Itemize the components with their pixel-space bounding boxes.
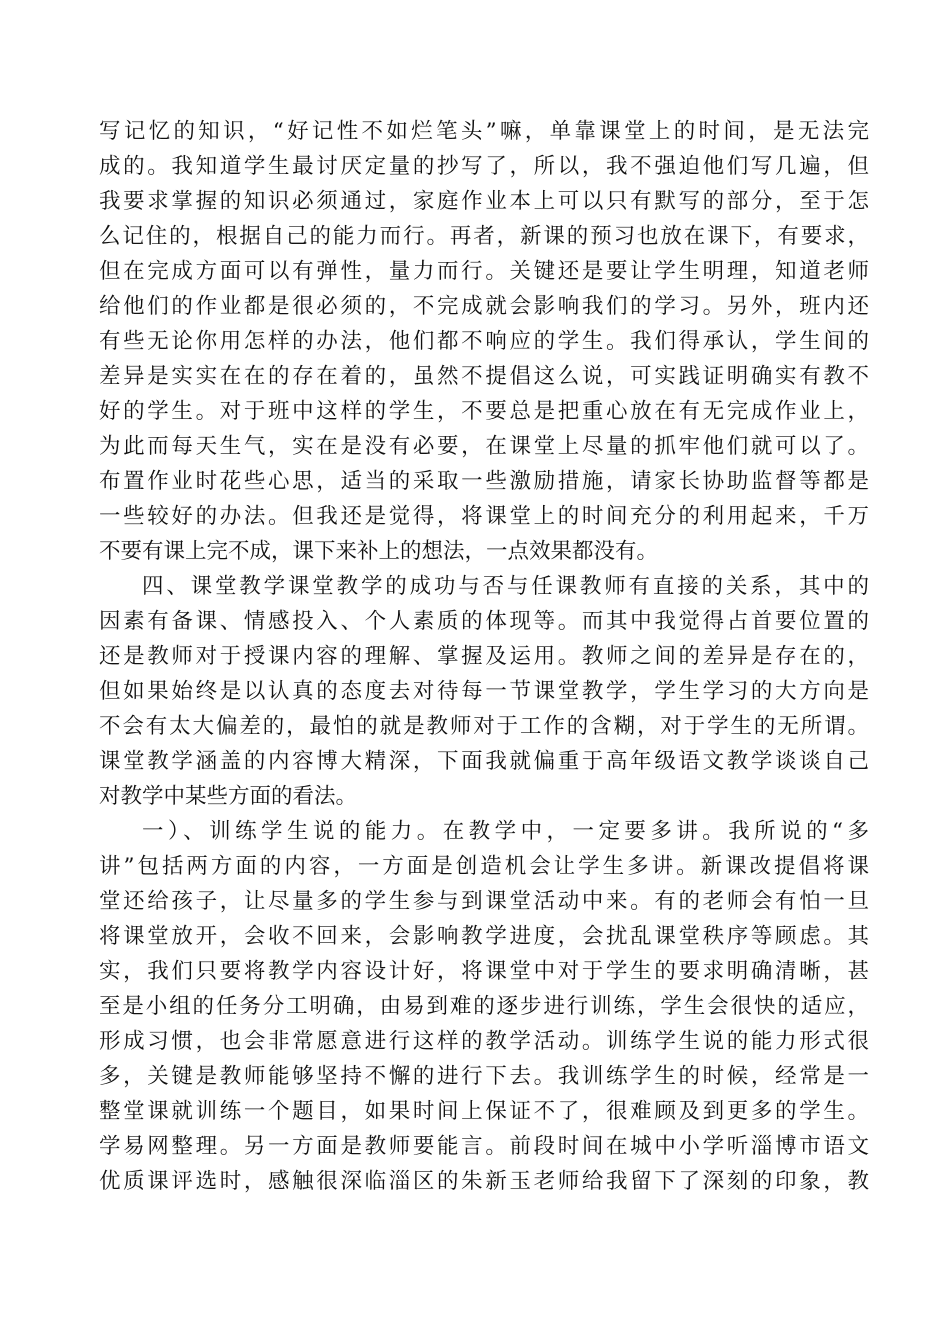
text-line: 我要求掌握的知识必须通过，家庭作业本上可以只有默写的部分，至于怎 — [99, 189, 869, 214]
text-line: 一些较好的办法。但我还是觉得，将课堂上的时间充分的利用起来，千万 — [99, 504, 869, 529]
text-line: 实，我们只要将教学内容设计好，将课堂中对于学生的要求明确清晰，甚 — [99, 959, 869, 984]
text-line: 差异是实实在在的存在着的，虽然不提倡这么说，可实践证明确实有教不 — [99, 364, 869, 389]
body-text — [99, 114, 869, 1199]
text-line: 对教学中某些方面的看法。 — [99, 784, 358, 809]
text-line: 布置作业时花些心思，适当的采取一些激励措施，请家长协助监督等都是 — [99, 469, 869, 494]
text-line: 优质课评选时，感触很深临淄区的朱新玉老师给我留下了深刻的印象，教 — [99, 1169, 869, 1194]
text-line: 学易网整理。另一方面是教师要能言。前段时间在城中小学听淄博市语文 — [99, 1134, 869, 1159]
text-line: 但在完成方面可以有弹性，量力而行。关键还是要让学生明理，知道老师 — [99, 259, 869, 284]
text-line: 堂还给孩子，让尽量多的学生参与到课堂活动中来。有的老师会有怕一旦 — [99, 889, 869, 914]
text-line: 至是小组的任务分工明确，由易到难的逐步进行训练，学生会很快的适应， — [99, 994, 869, 1019]
text-line: 为此而每天生气，实在是没有必要，在课堂上尽量的抓牢他们就可以了。 — [99, 434, 869, 459]
paragraph-first-line: 一）、训练学生说的能力。在教学中，一定要多讲。我所说的“多 — [142, 819, 869, 844]
text-line: 么记住的，根据自己的能力而行。再者，新课的预习也放在课下，有要求， — [99, 224, 869, 249]
text-line: 但如果始终是以认真的态度去对待每一节课堂教学，学生学习的大方向是 — [99, 679, 869, 704]
text-line: 还是教师对于授课内容的理解、掌握及运用。教师之间的差异是存在的， — [99, 644, 869, 669]
text-line: 整堂课就训练一个题目，如果时间上保证不了，很难顾及到更多的学生。 — [99, 1099, 869, 1124]
text-line: 将课堂放开，会收不回来，会影响教学进度，会扰乱课堂秩序等顾虑。其 — [99, 924, 869, 949]
text-line: 给他们的作业都是很必须的，不完成就会影响我们的学习。另外，班内还 — [99, 294, 869, 319]
text-line: 课堂教学涵盖的内容博大精深，下面我就偏重于高年级语文教学谈谈自己 — [99, 749, 869, 774]
text-line: 好的学生。对于班中这样的学生，不要总是把重心放在有无完成作业上， — [99, 399, 869, 424]
text-line: 成的。我知道学生最讨厌定量的抄写了，所以，我不强迫他们写几遍，但 — [99, 154, 869, 179]
paragraph-first-line: 四、课堂教学课堂教学的成功与否与任课教师有直接的关系，其中的 — [142, 574, 869, 599]
text-line: 写记忆的知识，“好记性不如烂笔头”嘛，单靠课堂上的时间，是无法完 — [99, 119, 869, 144]
text-line: 因素有备课、情感投入、个人素质的体现等。而其中我觉得占首要位置的 — [99, 609, 869, 634]
text-line: 讲”包括两方面的内容，一方面是创造机会让学生多讲。新课改提倡将课 — [99, 854, 869, 879]
text-line: 形成习惯，也会非常愿意进行这样的教学活动。训练学生说的能力形式很 — [99, 1029, 869, 1054]
text-line: 多，关键是教师能够坚持不懈的进行下去。我训练学生的时候，经常是一 — [99, 1064, 869, 1089]
text-line: 不要有课上完不成，课下来补上的想法，一点效果都没有。 — [99, 539, 659, 564]
text-line: 有些无论你用怎样的办法，他们都不响应的学生。我们得承认，学生间的 — [99, 329, 869, 354]
text-line: 不会有太大偏差的，最怕的就是教师对于工作的含糊，对于学生的无所谓。 — [99, 714, 869, 739]
